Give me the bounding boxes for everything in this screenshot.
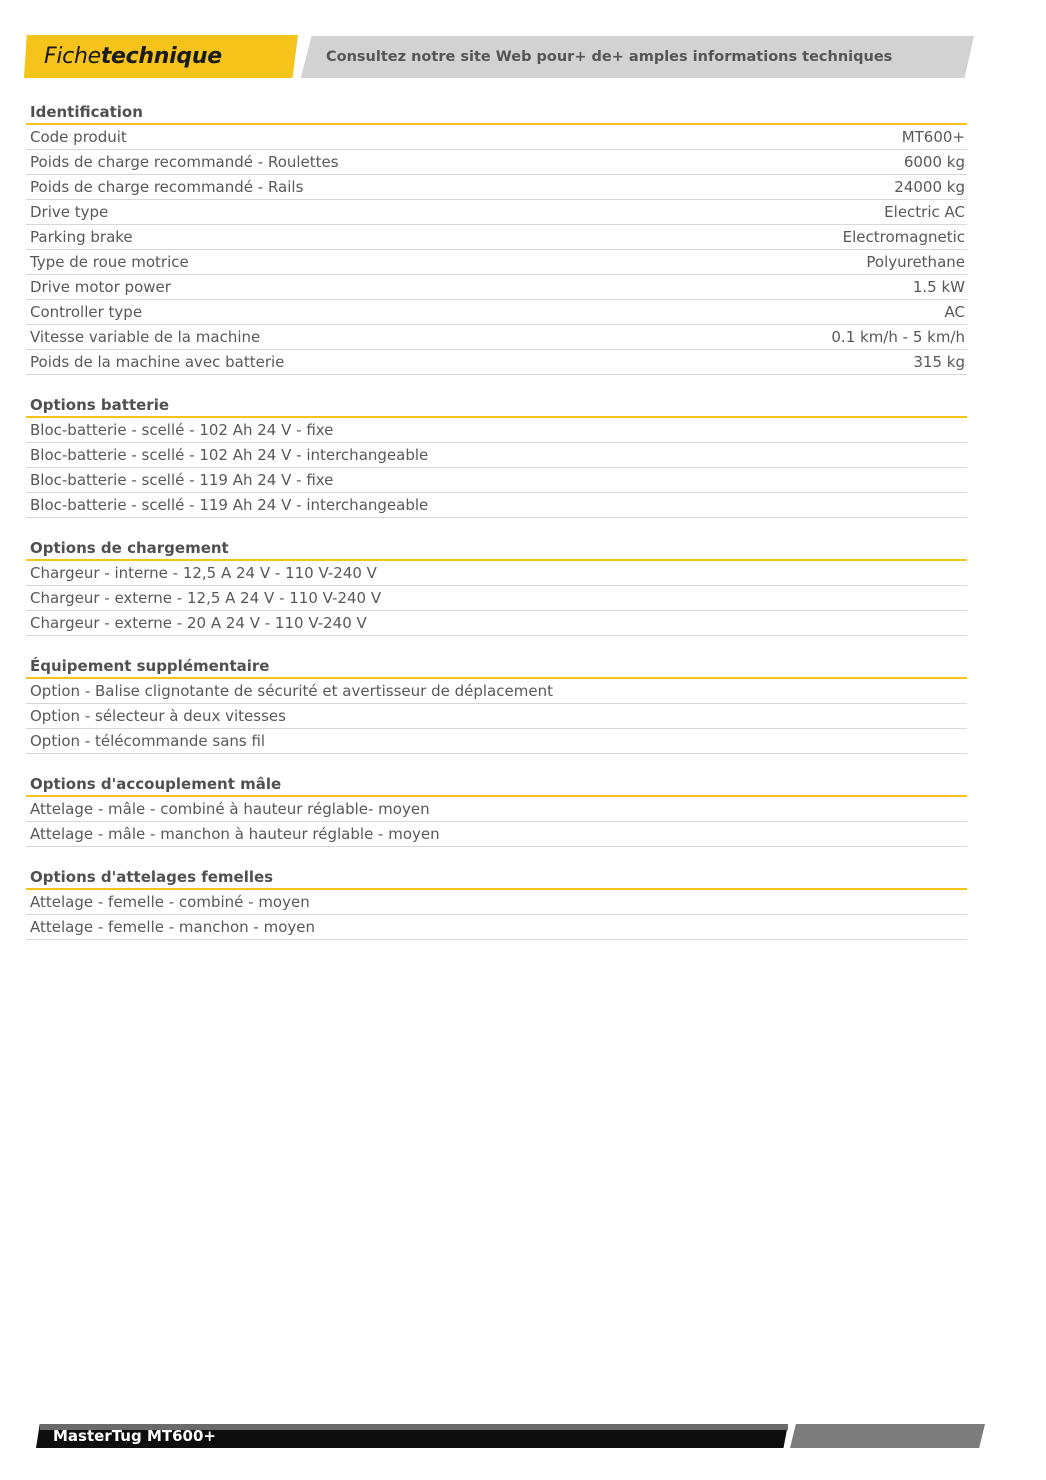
- spec-value: Electromagnetic: [842, 228, 965, 246]
- spec-section: [26, 394, 967, 518]
- spec-label: Attelage - mâle - manchon à hauteur réglable - moyen: [30, 825, 440, 843]
- spec-row: [26, 250, 967, 275]
- spec-label: Option - sélecteur à deux vitesses: [30, 707, 286, 725]
- spec-value: 0.1 km/h - 5 km/h: [831, 328, 965, 346]
- spec-row: [26, 679, 967, 704]
- spec-row: [26, 704, 967, 729]
- spec-row: [26, 325, 967, 350]
- spec-label: Option - télécommande sans fil: [30, 732, 266, 750]
- spec-label: Bloc-batterie - scellé - 102 Ah 24 V - fixe: [30, 421, 334, 439]
- spec-section: [26, 537, 967, 636]
- spec-row: [26, 915, 967, 940]
- spec-label: Bloc-batterie - scellé - 119 Ah 24 V - interchangeable: [30, 496, 429, 514]
- spec-row: [26, 175, 967, 200]
- spec-label: Poids de la machine avec batterie: [30, 353, 285, 371]
- spec-row: [26, 586, 967, 611]
- spec-label: Vitesse variable de la machine: [30, 328, 261, 346]
- spec-row: [26, 890, 967, 915]
- spec-label: Bloc-batterie - scellé - 102 Ah 24 V - interchangeable: [30, 446, 429, 464]
- spec-row: [26, 150, 967, 175]
- spec-value: Electric AC: [884, 203, 965, 221]
- section-title: Équipement supplémentaire: [26, 655, 967, 679]
- spec-row: [26, 200, 967, 225]
- header-note: Consultez notre site Web pour+ de+ amples informations techniques: [326, 49, 893, 65]
- spec-label: Chargeur - externe - 20 A 24 V - 110 V-240 V: [30, 614, 367, 632]
- spec-label: Poids de charge recommandé - Rails: [30, 178, 304, 196]
- spec-value: 24000 kg: [894, 178, 965, 196]
- spec-row: [26, 493, 967, 518]
- spec-row: [26, 350, 967, 375]
- spec-section: [26, 866, 967, 940]
- spec-label: Option - Balise clignotante de sécurité et avertisseur de déplacement: [30, 682, 553, 700]
- title-part-1: Fiche: [44, 44, 101, 69]
- spec-row: [26, 561, 967, 586]
- spec-label: Type de roue motrice: [30, 253, 189, 271]
- spec-row: [26, 822, 967, 847]
- spec-row: [26, 418, 967, 443]
- spec-row: [26, 225, 967, 250]
- section-title: Options de chargement: [26, 537, 967, 561]
- spec-label: Attelage - mâle - combiné à hauteur réglable- moyen: [30, 800, 430, 818]
- page-title: [44, 44, 222, 69]
- spec-label: Bloc-batterie - scellé - 119 Ah 24 V - fixe: [30, 471, 334, 489]
- spec-label: Attelage - femelle - manchon - moyen: [30, 918, 316, 936]
- spec-value: 6000 kg: [903, 153, 965, 171]
- footer-product-label: MasterTug MT600+: [53, 1427, 216, 1445]
- spec-sheet: [26, 101, 967, 959]
- spec-row: [26, 125, 967, 150]
- section-title: Options batterie: [26, 394, 967, 418]
- spec-section: [26, 101, 967, 375]
- spec-section: [26, 773, 967, 847]
- spec-label: Parking brake: [30, 228, 133, 246]
- spec-label: Drive motor power: [30, 278, 171, 296]
- spec-label: Code produit: [30, 128, 127, 146]
- spec-row: [26, 275, 967, 300]
- spec-label: Controller type: [30, 303, 143, 321]
- section-title: Options d'accouplement mâle: [26, 773, 967, 797]
- spec-row: [26, 468, 967, 493]
- spec-row: [26, 729, 967, 754]
- section-title: Identification: [26, 101, 967, 125]
- section-title: Options d'attelages femelles: [26, 866, 967, 890]
- spec-value: 315 kg: [913, 353, 965, 371]
- spec-value: Polyurethane: [866, 253, 965, 271]
- spec-row: [26, 797, 967, 822]
- spec-value: MT600+: [901, 128, 965, 146]
- spec-label: Poids de charge recommandé - Roulettes: [30, 153, 339, 171]
- spec-label: Drive type: [30, 203, 109, 221]
- spec-label: Chargeur - externe - 12,5 A 24 V - 110 V-240 V: [30, 589, 382, 607]
- spec-label: Attelage - femelle - combiné - moyen: [30, 893, 310, 911]
- title-part-2: technique: [100, 44, 222, 69]
- spec-label: Chargeur - interne - 12,5 A 24 V - 110 V-240 V: [30, 564, 377, 582]
- spec-row: [26, 443, 967, 468]
- spec-row: [26, 611, 967, 636]
- footer-bar-secondary: [790, 1424, 985, 1448]
- spec-row: [26, 300, 967, 325]
- spec-section: [26, 655, 967, 754]
- spec-value: 1.5 kW: [912, 278, 965, 296]
- spec-value: AC: [944, 303, 965, 321]
